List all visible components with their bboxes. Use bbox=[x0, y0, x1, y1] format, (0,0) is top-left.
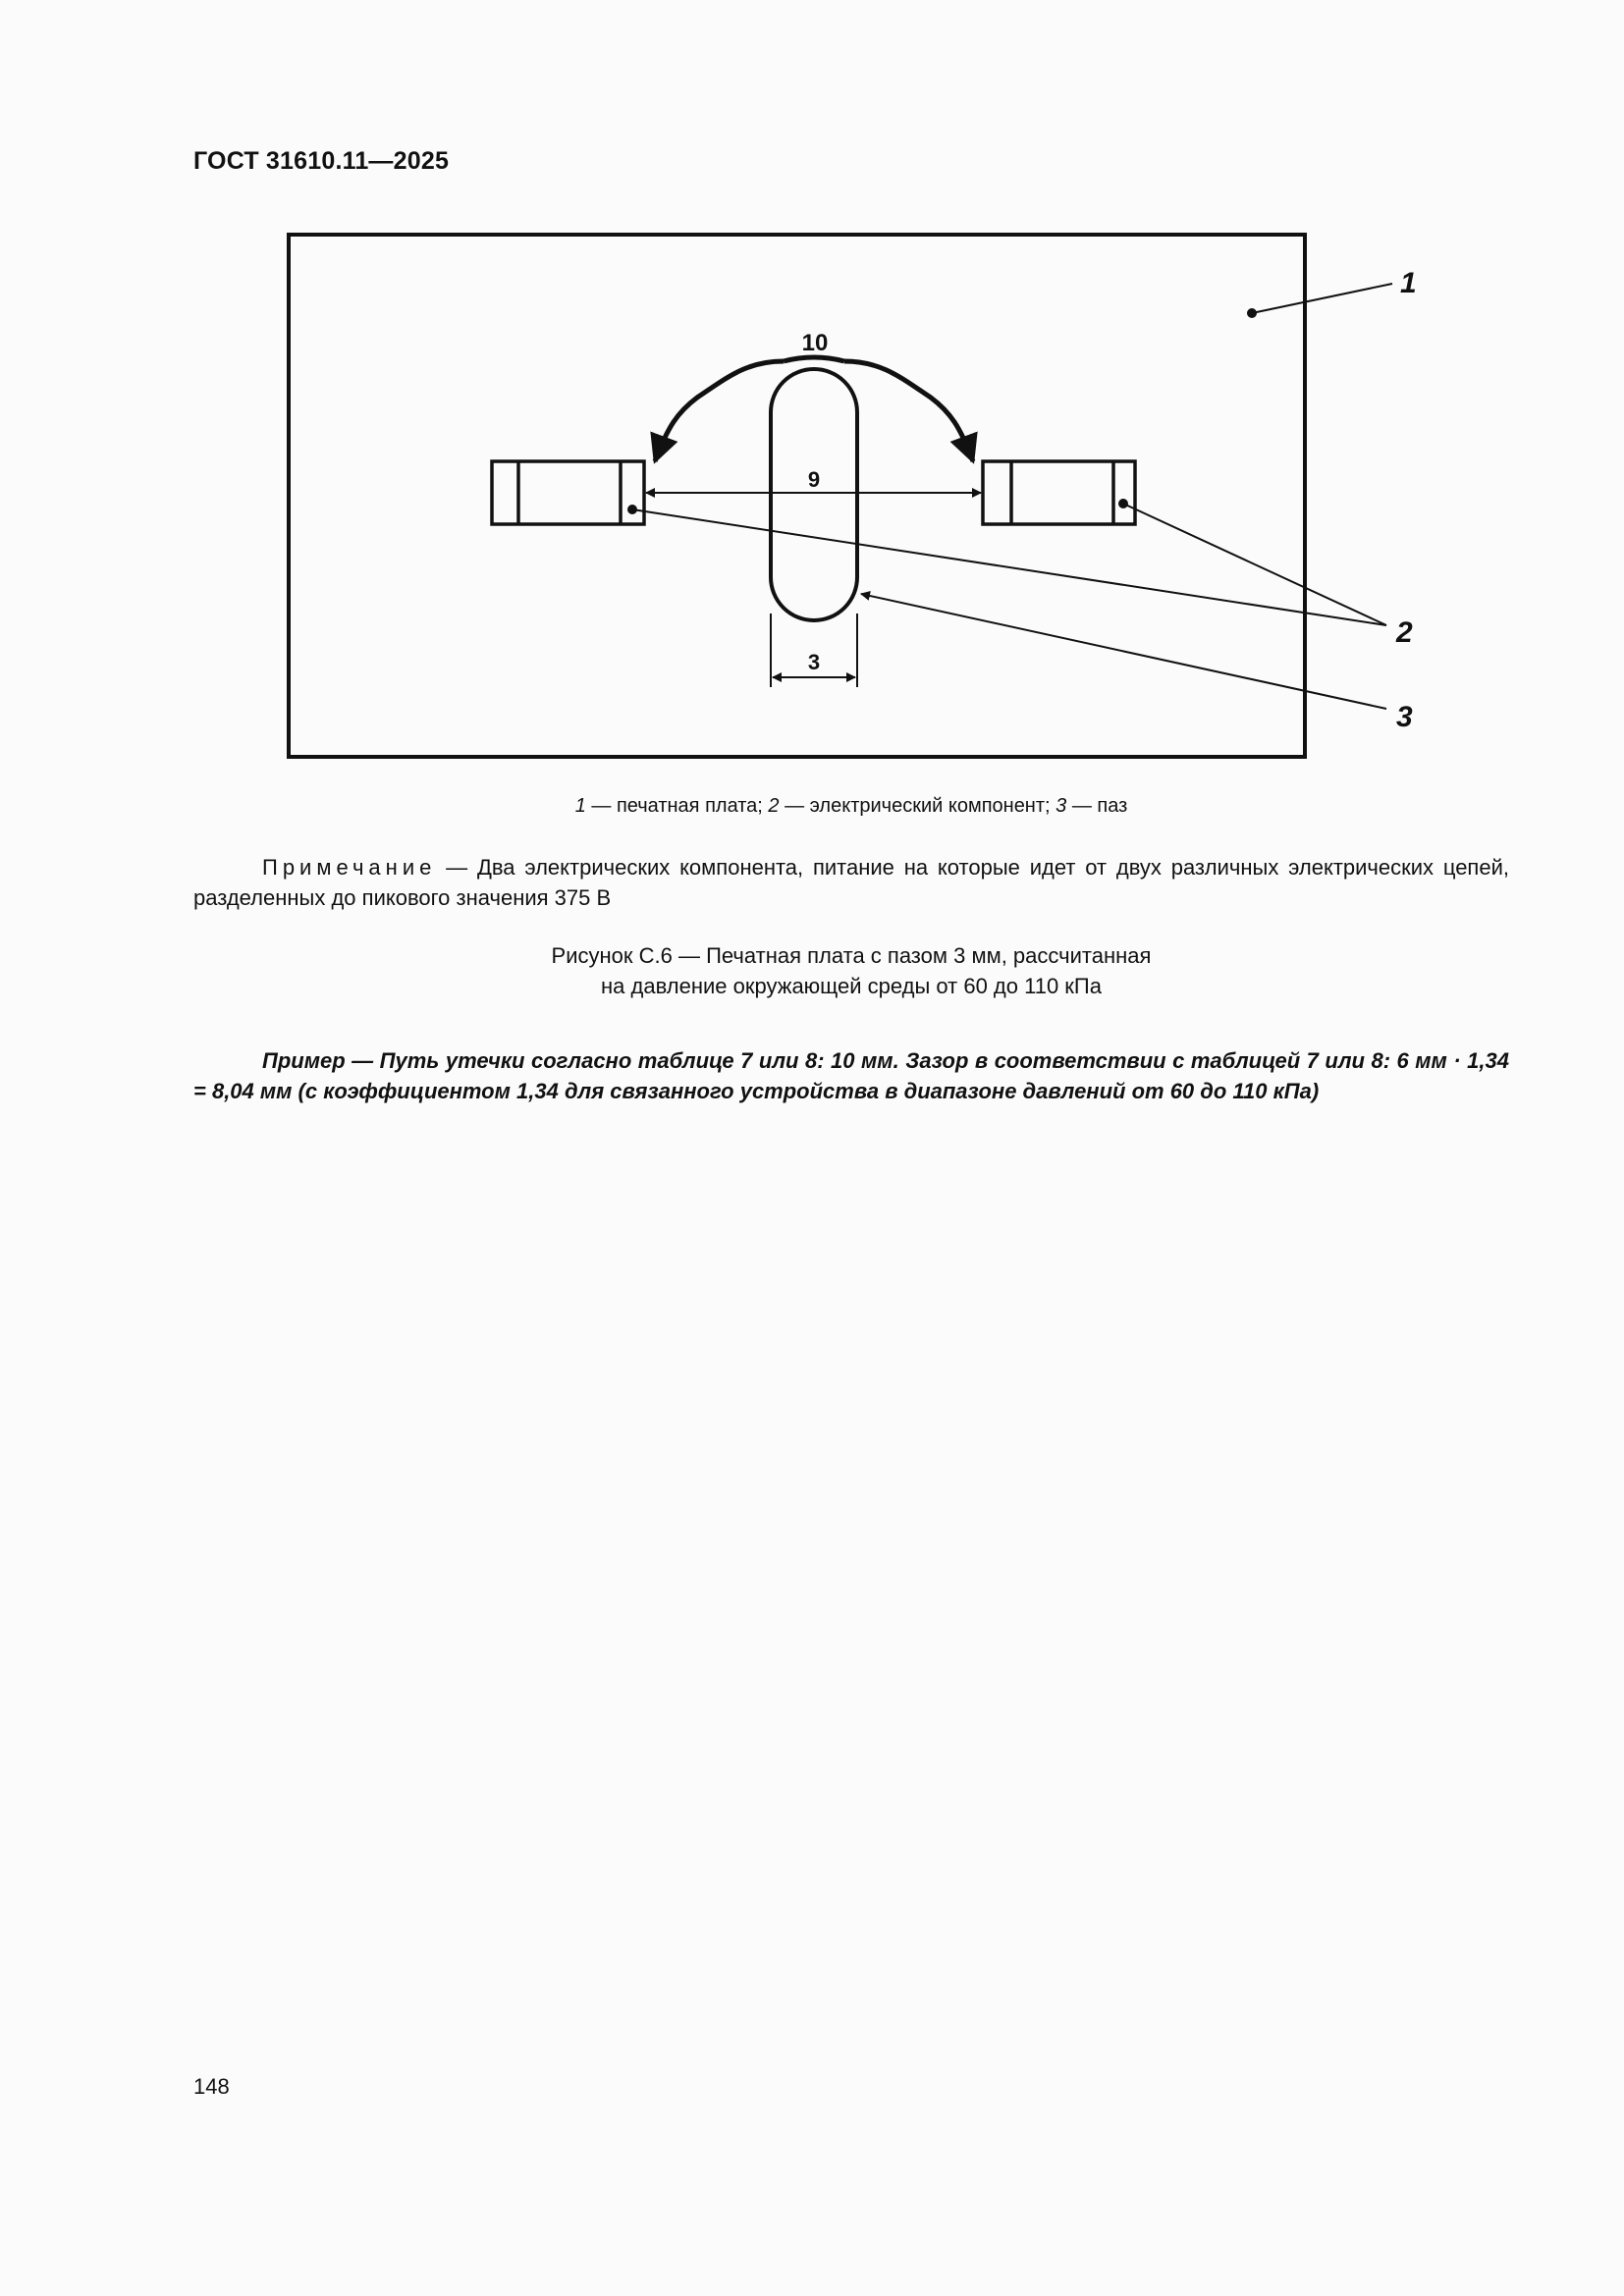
figure-caption-line-1: Рисунок С.6 — Печатная плата с пазом 3 мм, рассчитанная bbox=[551, 943, 1152, 968]
slot-width-label: 3 bbox=[807, 650, 821, 674]
legend-text-1: — печатная плата; bbox=[585, 795, 769, 817]
creepage-path-arrow bbox=[388, 351, 655, 461]
creepage-path-left-arrow bbox=[655, 361, 784, 461]
legend-text-3: — паз bbox=[1066, 795, 1128, 817]
callout-board: 1 bbox=[1400, 267, 1417, 299]
component-right bbox=[983, 461, 1135, 524]
page-number: 148 bbox=[193, 2074, 230, 2099]
pcb-slot-figure bbox=[0, 0, 1624, 785]
note-paragraph bbox=[193, 852, 1509, 913]
legend-num-2: 2 bbox=[768, 795, 780, 817]
note-label: Примечание bbox=[262, 855, 437, 880]
creepage-label: 10 bbox=[801, 330, 829, 356]
figure-caption bbox=[193, 940, 1509, 1001]
example-paragraph bbox=[193, 1045, 1509, 1106]
legend-num-3: 3 bbox=[1056, 795, 1067, 817]
figure-caption-line-2: на давление окружающей среды от 60 до 110 кПа bbox=[601, 974, 1102, 998]
pcb-board bbox=[289, 235, 1305, 757]
legend-text-2: — электрический компонент; bbox=[779, 795, 1056, 817]
creepage-path-right-arrow bbox=[844, 361, 973, 461]
document-header: ГОСТ 31610.11—2025 bbox=[193, 147, 450, 175]
legend-num-1: 1 bbox=[574, 795, 586, 817]
distance-label: 9 bbox=[807, 467, 821, 492]
slot bbox=[771, 369, 857, 620]
example-text: Пример — Путь утечки согласно таблице 7 или 8: 10 мм. Зазор в соответствии с таблицей 7 или 8: 6 мм · 1,34 = 8,04 мм (с коэффициентом 1,34 для связанного устройства в диапазоне давлений от 60 до 110 кПа) bbox=[193, 1048, 1509, 1103]
figure-legend bbox=[193, 795, 1509, 818]
creepage-path-top bbox=[784, 357, 844, 361]
callout-components: 2 bbox=[1396, 616, 1413, 649]
note-text: — Два электрических компонента, питание на которые идет от двух различных электрических цепей, разделенных до пикового значения 375 В bbox=[193, 855, 1509, 910]
callout-slot: 3 bbox=[1396, 701, 1413, 733]
component-left bbox=[492, 461, 644, 524]
